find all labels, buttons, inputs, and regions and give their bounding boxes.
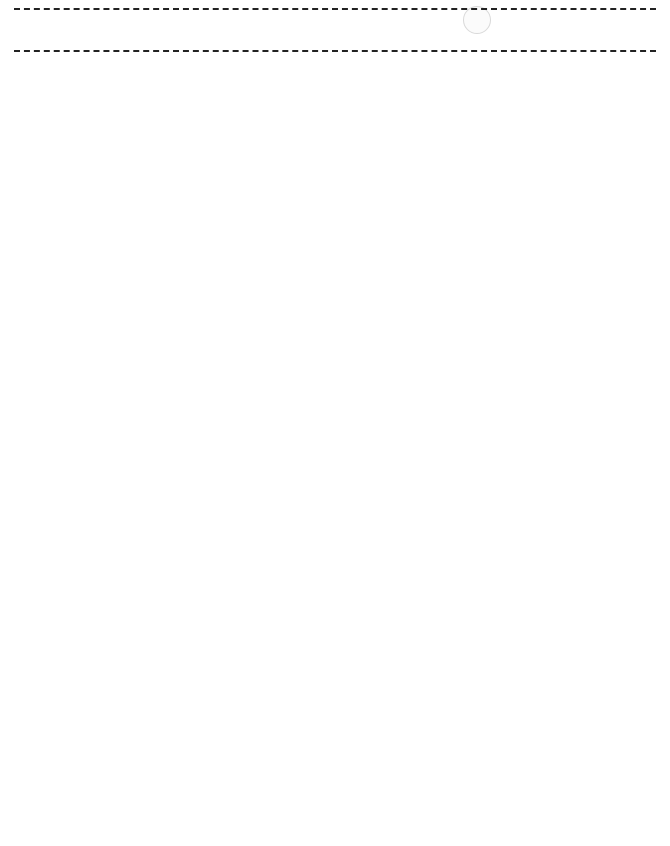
punch-hole-mark — [463, 6, 491, 34]
header-rule-bottom — [14, 50, 656, 52]
header-rule-top — [14, 8, 656, 10]
